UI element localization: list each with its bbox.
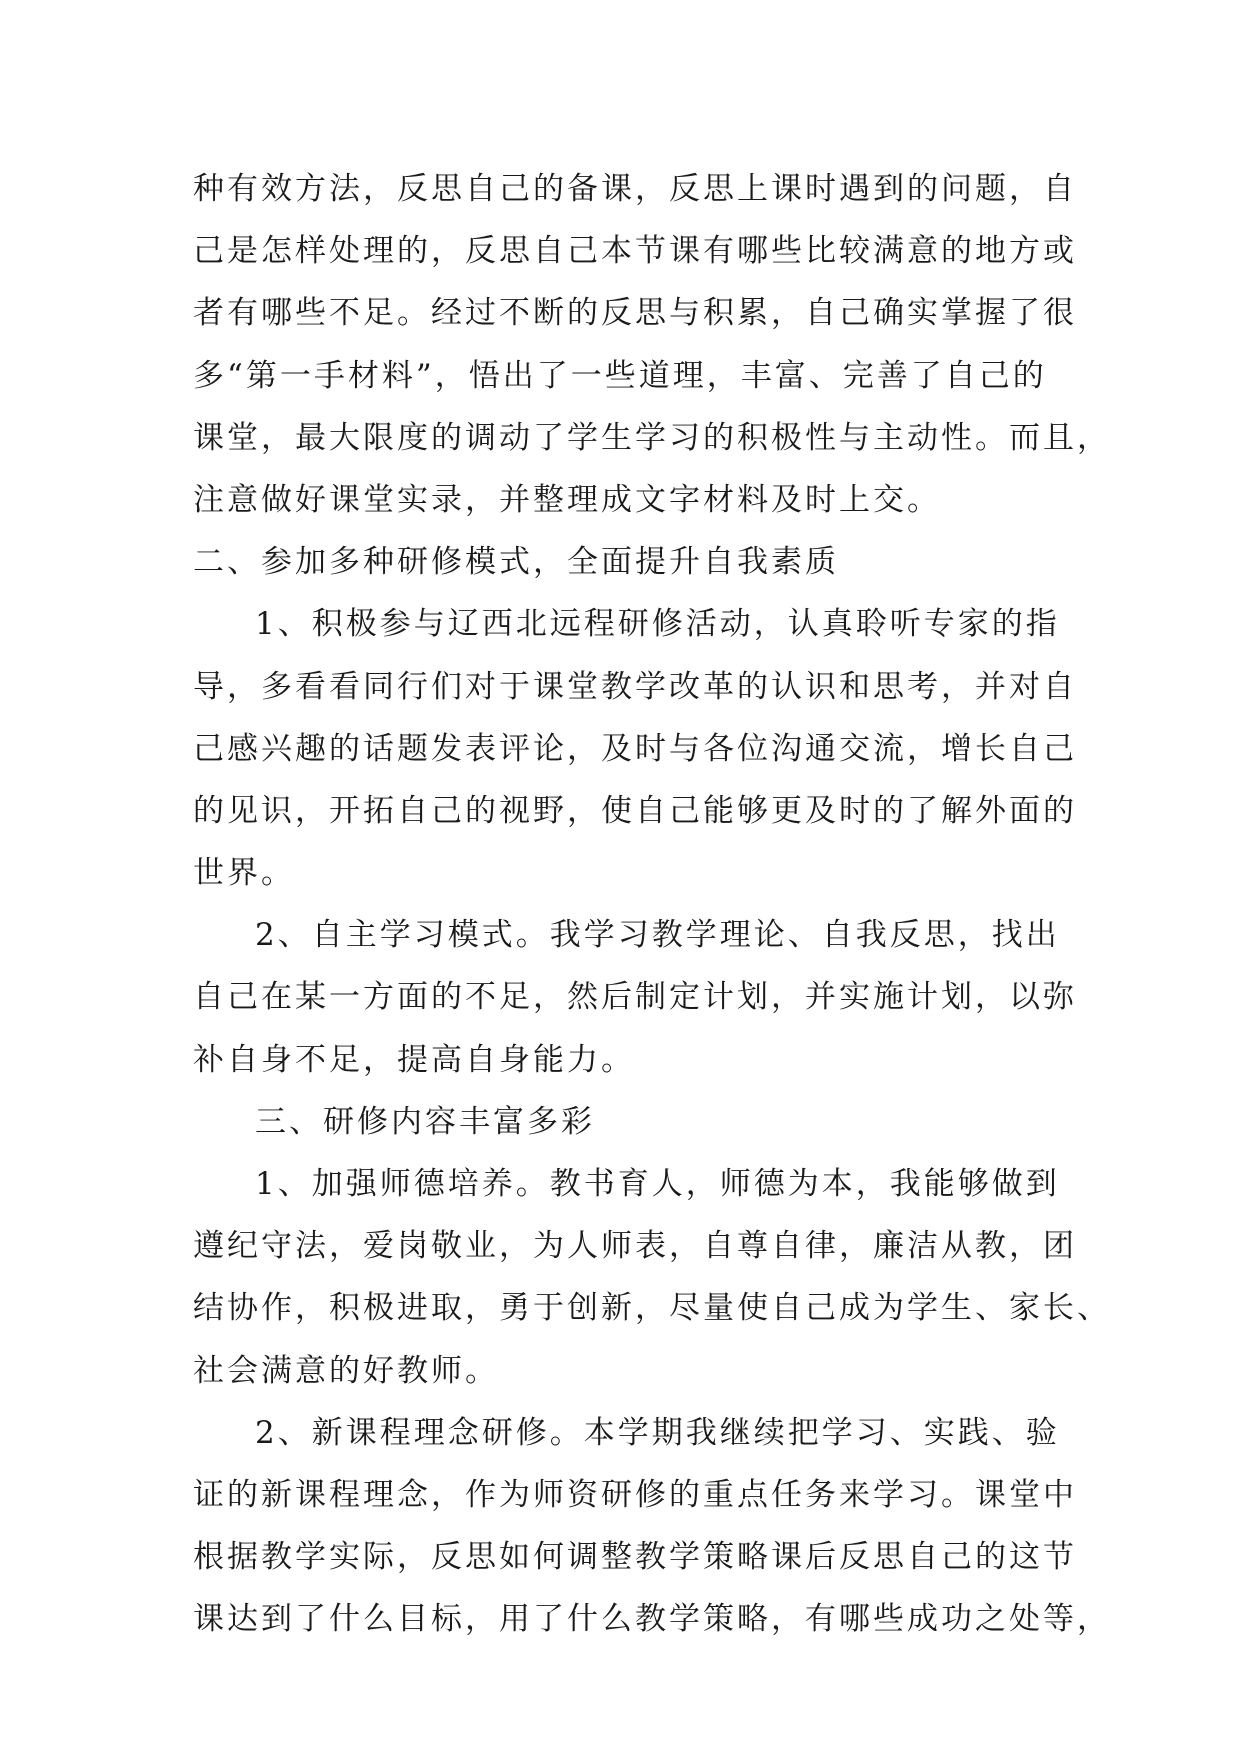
text-line: 补自身不足，提高自身能力。: [193, 1041, 635, 1078]
text-line: 根据教学实际，反思如何调整教学策略课后反思自己的这节: [193, 1539, 1077, 1576]
text-line: 己是怎样处理的，反思自己本节课有哪些比较满意的地方或: [193, 233, 1077, 270]
text-line: 注意做好课堂实录，并整理成文字材料及时上交。: [193, 481, 941, 518]
text-line: 证的新课程理念，作为师资研修的重点任务来学习。课堂中: [193, 1476, 1077, 1513]
text-line: 多“第一手材料”，悟出了一些道理，丰富、完善了自己的: [193, 357, 1047, 394]
text-line: 的见识，开拓自己的视野，使自己能够更及时的了解外面的: [193, 792, 1077, 829]
text-line: 种有效方法，反思自己的备课，反思上课时遇到的问题，自: [193, 171, 1077, 207]
text-line: 课达到了什么目标，用了什么教学策略，有哪些成功之处等，: [193, 1601, 1111, 1638]
text-line: 导，多看看同行们对于课堂教学改革的认识和思考，并对自: [193, 668, 1077, 705]
paragraph-start-line: 1、积极参与辽西北远程研修活动，认真聆听专家的指: [255, 606, 1060, 643]
text-line: 自己在某一方面的不足，然后制定计划，并实施计划，以弥: [193, 979, 1077, 1016]
text-line: 己感兴趣的话题发表评论，及时与各位沟通交流，增长自己: [193, 730, 1077, 767]
section-heading: 二、参加多种研修模式，全面提升自我素质: [193, 544, 839, 581]
text-line: 者有哪些不足。经过不断的反思与积累，自己确实掌握了很: [193, 295, 1077, 332]
text-line: 世界。: [193, 855, 295, 892]
text-line: 遵纪守法，爱岗敬业，为人师表，自尊自律，廉洁从教，团: [193, 1228, 1077, 1265]
section-heading: 三、研修内容丰富多彩: [255, 1103, 595, 1140]
text-line: 结协作，积极进取，勇于创新，尽量使自己成为学生、家长、: [193, 1290, 1111, 1327]
text-line: 课堂，最大限度的调动了学生学习的积极性与主动性。而且，: [193, 419, 1111, 456]
paragraph-start-line: 1、加强师德培养。教书育人，师德为本，我能够做到: [255, 1166, 1060, 1202]
paragraph-start-line: 2、新课程理念研修。本学期我继续把学习、实践、验: [255, 1414, 1060, 1451]
body-text: [193, 158, 1111, 1651]
text-line: 社会满意的好教师。: [193, 1352, 499, 1389]
paragraph-start-line: 2、自主学习模式。我学习教学理论、自我反思，找出: [255, 917, 1060, 954]
